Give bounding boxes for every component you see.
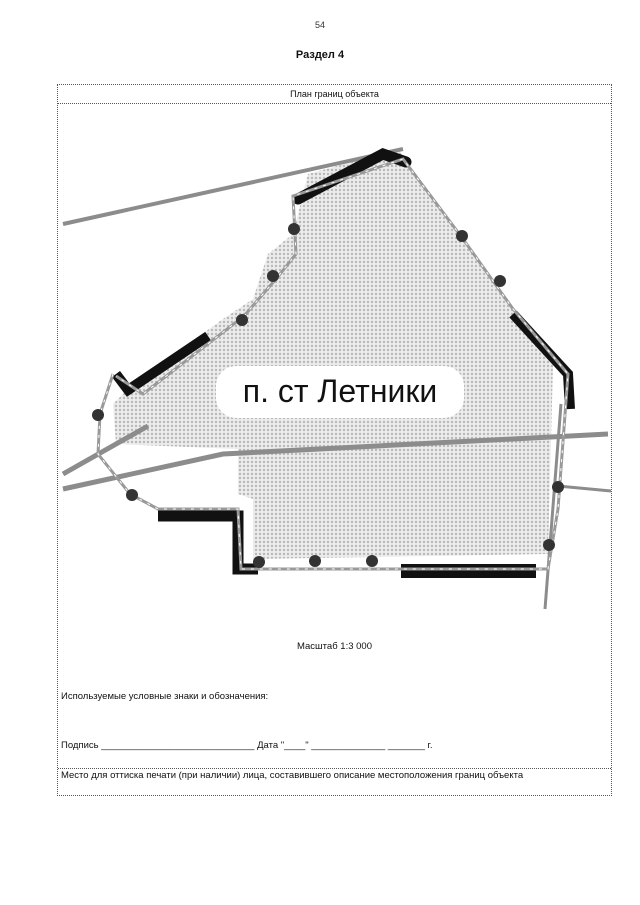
vertex-point — [253, 556, 265, 568]
vertex-point — [92, 409, 104, 421]
signature-row: Подпись _____________________________ Дата "____" ______________ _______ г. — [61, 740, 433, 751]
plan-frame — [57, 84, 612, 796]
road-west-upper — [63, 426, 148, 474]
thick-segment-south — [401, 564, 536, 578]
vertex-point — [366, 555, 378, 567]
map-scale: Масштаб 1:3 000 — [297, 641, 372, 652]
map-label: п. ст Летники — [242, 373, 438, 409]
road-east-branch — [558, 486, 611, 491]
vertex-point — [456, 230, 468, 242]
vertex-point — [236, 314, 248, 326]
section-title: Раздел 4 — [295, 49, 345, 61]
stamp-note: Место для оттиска печати (при наличии) лица, составившего описание местоположения границ объекта — [58, 768, 611, 781]
legend-label: Используемые условные знаки и обозначения: — [61, 691, 269, 702]
vertex-point — [309, 555, 321, 567]
boundary-map — [58, 104, 611, 624]
thick-segment-southwest — [158, 516, 258, 569]
vertex-point — [543, 539, 555, 551]
vertex-point — [494, 275, 506, 287]
vertex-point — [288, 223, 300, 235]
plan-header: План границ объекта — [58, 85, 611, 104]
vertex-point — [126, 489, 138, 501]
vertex-point — [552, 481, 564, 493]
page-number: 54 — [314, 20, 325, 30]
vertex-point — [267, 270, 279, 282]
